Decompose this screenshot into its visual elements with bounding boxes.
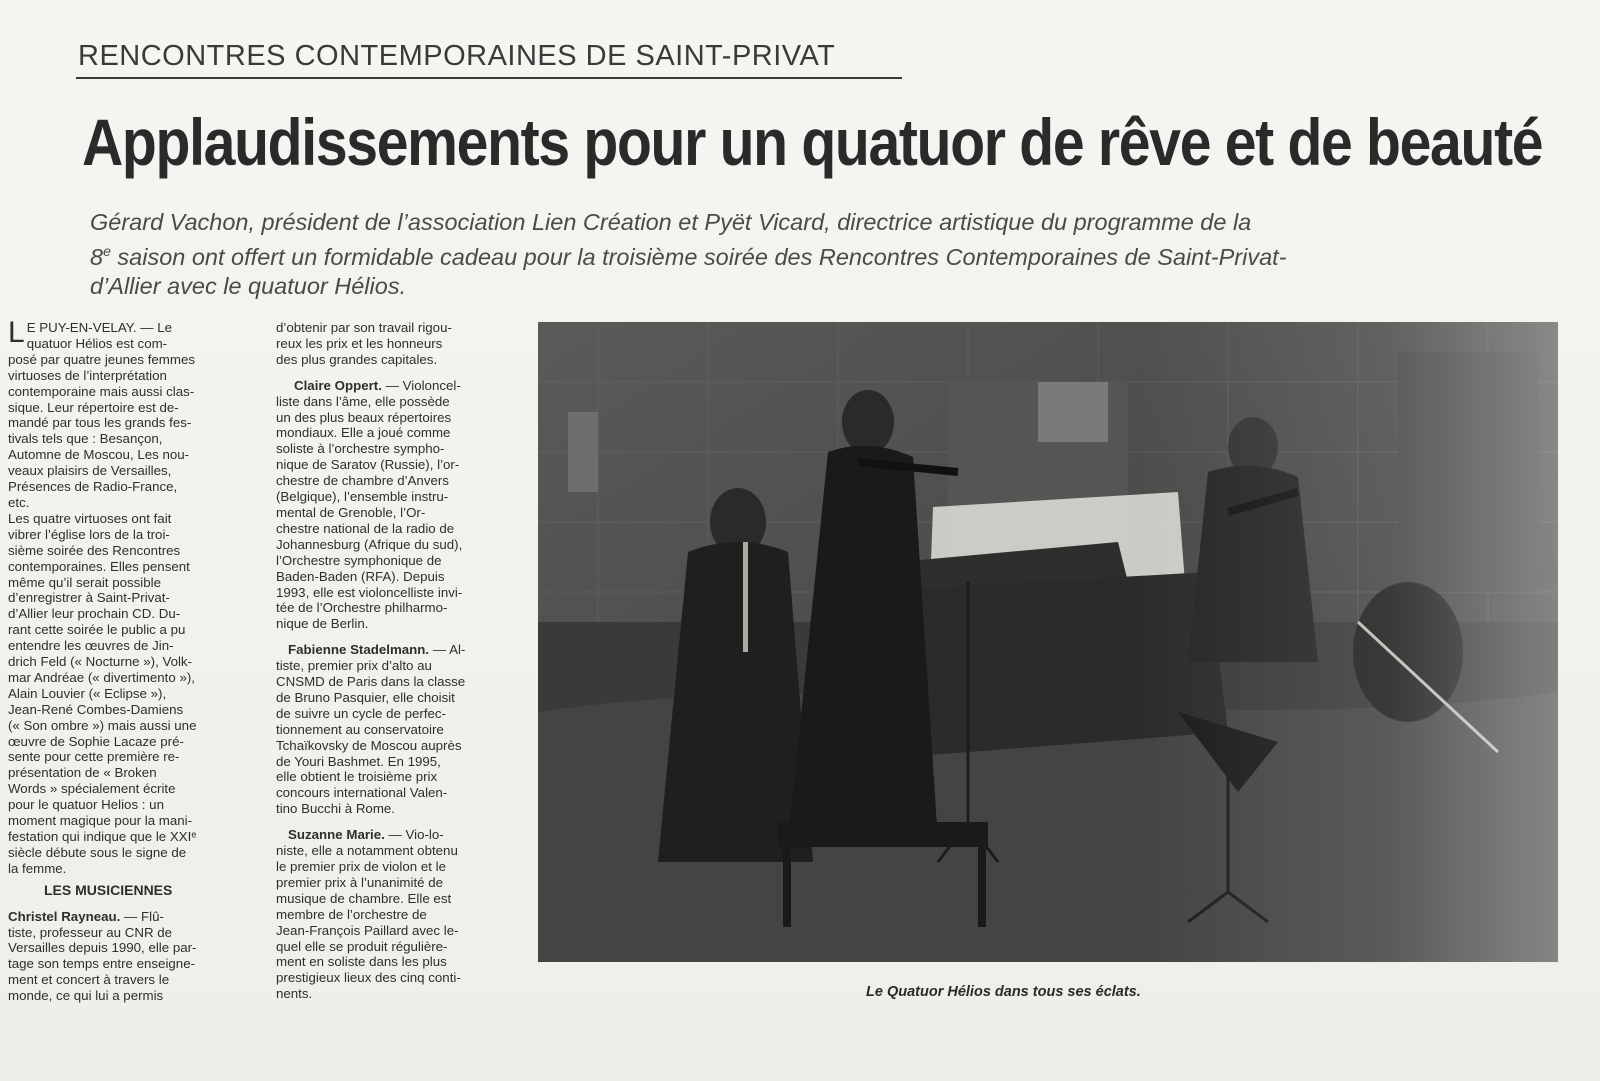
lead-ordinal: 8 [90, 243, 104, 270]
text-line: E PUY-EN-VELAY. — Le [26, 320, 173, 335]
text-line: mental de Grenoble, l’Or- [276, 504, 426, 520]
section-kicker: RENCONTRES CONTEMPORAINES DE SAINT-PRIVAT [78, 40, 836, 72]
text-line: œuvre de Sophie Lacaze pré- [8, 733, 184, 749]
text-line: nents. [276, 986, 313, 1002]
text-line: présentation de « Broken [8, 765, 157, 781]
text-line: nique de Saratov (Russie), l’or- [276, 457, 460, 473]
lead-line-3: d’Allier avec le quatuor Hélios. [90, 272, 407, 299]
text-line: Versailles depuis 1990, elle par- [8, 940, 197, 956]
text-line: Les quatre virtuoses ont fait [8, 510, 172, 526]
musician-name: Christel Rayneau. [8, 908, 121, 924]
text-line: contemporaine mais aussi clas- [8, 383, 195, 399]
text-line: entendre les œuvres de Jin- [8, 638, 174, 654]
column-1-body [8, 316, 246, 877]
text-line: posé par quatre jeunes femmes [8, 351, 196, 367]
text-line: Jean-René Combes-Damiens [8, 701, 184, 717]
text-line: nique de Berlin. [276, 616, 369, 632]
window-alcove [1038, 382, 1108, 442]
lead-line-2-text: saison ont offert un formidable cadeau pour la troisième soirée des Rencontres Contemporaines de Saint-Privat- [110, 243, 1287, 270]
musician-name: Claire Oppert. [294, 377, 382, 393]
christel-first-line [8, 909, 246, 925]
spacer [276, 368, 506, 378]
claire-bio [276, 394, 506, 633]
text-line: ment en soliste dans les plus [276, 954, 447, 970]
christel-bio [8, 925, 246, 1005]
text-line: tiste, premier prix d’alto au [276, 658, 432, 674]
piano-bench [778, 822, 988, 847]
text-line: quel elle se produit régulière- [276, 938, 448, 954]
text-line: contemporaines. Elles pensent [8, 558, 190, 574]
text-line: Johannesburg (Afrique du sud), [276, 536, 463, 552]
text-line: quatuor Hélios est com- [26, 335, 168, 351]
musician-intro: — Violoncel- [381, 377, 461, 393]
spacer [276, 817, 506, 827]
text-line: mar Andréae (« divertimento »), [8, 669, 195, 685]
text-line: le premier prix de violon et le [276, 859, 446, 874]
text-line: sente pour cette première re- [8, 749, 180, 765]
text-line: d’enregistrer à Saint-Privat- [8, 590, 170, 606]
text-line: tino Bucchi à Rome. [276, 801, 395, 817]
text-line: siècle débute sous le signe de [8, 844, 187, 860]
text-line: festation qui indique que le XXIᵉ [8, 829, 197, 844]
text-line: d’Allier leur prochain CD. Du- [8, 606, 181, 622]
text-line: mondiaux. Elle a joué comme [276, 425, 451, 441]
musician-name: Fabienne Stadelmann. [288, 642, 430, 658]
text-line: Alain Louvier (« Eclipse »), [8, 685, 167, 701]
text-line: niste, elle a notamment obtenu [276, 843, 458, 859]
text-line: veaux plaisirs de Versailles, [8, 463, 172, 479]
text-line: sième soirée des Rencontres [8, 542, 181, 558]
text-line: Words » spécialement écrite [8, 781, 176, 797]
text-line: Automne de Moscou, Les nou- [8, 447, 190, 463]
text-line: chestre de chambre d’Anvers [276, 473, 449, 489]
fabienne-first-line [288, 642, 506, 658]
text-line: de suivre un cycle de perfec- [276, 705, 446, 721]
text-line: sique. Leur répertoire est de- [8, 399, 179, 415]
musician-name: Suzanne Marie. [288, 827, 385, 843]
wall-niche [568, 412, 598, 492]
text-line: des plus grandes capitales. [276, 351, 438, 367]
musician-intro: — Al- [429, 642, 466, 658]
fabienne-bio [276, 658, 506, 817]
text-line: un des plus beaux répertoires [276, 409, 452, 425]
article-column-2 [276, 320, 506, 1002]
text-line: d’obtenir par son travail rigou- [276, 320, 452, 335]
photo-illustration [538, 322, 1558, 962]
text-line: de Youri Bashmet. En 1995, [276, 753, 441, 769]
text-line: pour le quatuor Helios : un [8, 797, 164, 813]
text-line: prestigieux lieux des cinq conti- [276, 970, 461, 986]
kicker-underline [76, 77, 902, 79]
musician-intro: — Vio-lo- [384, 827, 444, 843]
text-line: musique de chambre. Elle est [276, 890, 452, 906]
text-line: reux les prix et les honneurs [276, 335, 443, 351]
text-line: ment et concert à travers le [8, 972, 170, 988]
text-line: CNSMD de Paris dans la classe [276, 674, 466, 690]
text-line: Jean-François Paillard avec le- [276, 922, 459, 938]
text-line: moment magique pour la mani- [8, 813, 193, 829]
text-line: Baden-Baden (RFA). Depuis [276, 568, 445, 584]
bench-leg [783, 847, 791, 927]
text-line: membre de l’orchestre de [276, 906, 427, 922]
text-line: concours international Valen- [276, 785, 448, 801]
lead-paragraph [90, 208, 1600, 301]
text-line: chestre national de la radio de [276, 520, 455, 536]
spacer [276, 632, 506, 642]
text-line: 1993, elle est violoncelliste invi- [276, 584, 463, 600]
text-line: monde, ce qui lui a permis [8, 988, 164, 1004]
text-line: mandé par tous les grands fes- [8, 415, 192, 431]
text-line: tée de l’Orchestre philharmo- [276, 600, 448, 616]
text-line: tiste, professeur au CNR de [8, 924, 173, 940]
text-line: tage son temps entre enseigne- [8, 956, 196, 972]
lead-line-2 [90, 237, 1600, 272]
spacer [8, 899, 246, 909]
text-line: même qu’il serait possible [8, 574, 161, 590]
flute-instrument [743, 542, 748, 652]
musician-violin-head [842, 390, 894, 454]
text-line: elle obtient le troisième prix [276, 769, 438, 785]
text-line: tivals tels que : Besançon, [8, 431, 163, 447]
column-2-intro [276, 320, 506, 368]
headline: Applaudissements pour un quatuor de rêve et de beauté [82, 105, 1543, 179]
text-line: l’Orchestre symphonique de [276, 552, 442, 568]
suzanne-bio [276, 843, 506, 1002]
lead-line-1: Gérard Vachon, président de l’association Lien Création et Pyët Vicard, directrice artistique du programme de la [90, 209, 1252, 235]
text-line: etc. [8, 494, 30, 510]
lead-ordinal-suffix: e [103, 243, 111, 259]
text-line: la femme. [8, 860, 67, 876]
text-line: (« Son ombre ») mais aussi une [8, 717, 197, 733]
text-line: Présences de Radio-France, [8, 479, 178, 495]
drop-cap: L [8, 316, 25, 349]
text-line: liste dans l’âme, elle possède [276, 393, 450, 409]
section-heading: LES MUSICIENNES [44, 881, 173, 898]
text-line: premier prix à l’unanimité de [276, 874, 444, 890]
text-line: de Bruno Pasquier, elle choisit [276, 689, 455, 705]
text-line: drich Feld (« Nocturne »), Volk- [8, 654, 193, 670]
claire-first-line [294, 378, 506, 394]
suzanne-first-line [288, 827, 506, 843]
quartet-photo [538, 322, 1558, 962]
text-line: Tchaïkovsky de Moscou auprès [276, 737, 462, 753]
photo-glare [1138, 322, 1558, 962]
text-line: virtuoses de l’interprétation [8, 367, 167, 383]
text-line: (Belgique), l’ensemble instru- [276, 489, 449, 505]
musician-intro: — Flû- [120, 908, 164, 924]
text-line: tionnement au conservatoire [276, 721, 444, 737]
text-line: vibrer l’église lors de la troi- [8, 526, 170, 542]
bench-leg [978, 847, 986, 927]
photo-caption: Le Quatuor Hélios dans tous ses éclats. [866, 984, 1141, 1000]
article-column-1 [8, 316, 246, 1004]
text-line: rant cette soirée le public a pu [8, 622, 186, 638]
text-line: soliste à l’orchestre sympho- [276, 441, 445, 457]
